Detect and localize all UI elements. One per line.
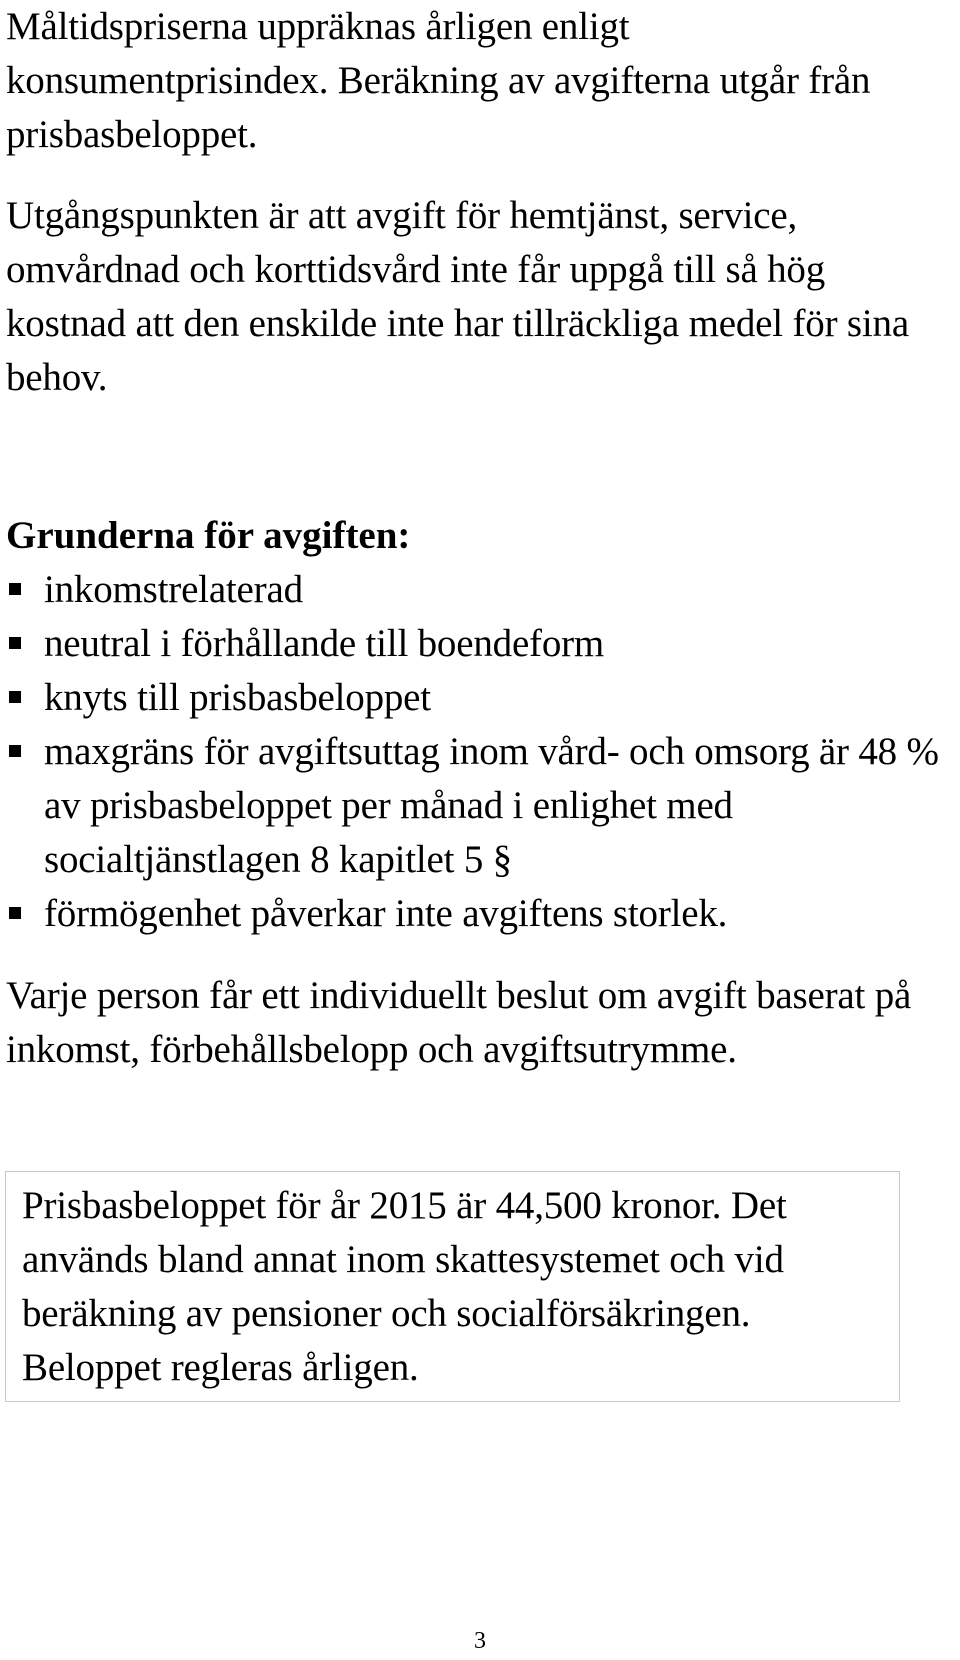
paragraph-individual-decision: Varje person får ett individuellt beslut om avgift baserat på inkomst, förbehållsbelopp och avgiftsutrymme. (6, 974, 912, 1071)
square-bullet-icon (9, 907, 21, 919)
square-bullet-icon (9, 637, 21, 649)
list-item (6, 725, 946, 887)
info-box (5, 1171, 900, 1402)
list-item (6, 617, 946, 671)
paragraph-meal-prices: Måltidspriserna uppräknas årligen enligt konsumentprisindex. Beräkning av avgifterna utgår från prisbasbeloppet. (6, 5, 871, 156)
list-item (6, 563, 946, 617)
info-box-text: Prisbasbeloppet för år 2015 är 44,500 kronor. Det används bland annat inom skattesystemet och vid beräkning av pensioner och socialförsäkringen. Beloppet regleras årligen. (22, 1184, 787, 1389)
list-item (6, 887, 946, 941)
paragraph-starting-point: Utgångspunkten är att avgift för hemtjänst, service, omvårdnad och korttidsvård inte får uppgå till så hög kostnad att den enskilde inte har tillräckliga medel för sina behov. (6, 194, 909, 399)
list-item-text: maxgräns för avgiftsuttag inom vård- och omsorg är 48 % av prisbasbeloppet per månad i enlighet med socialtjänstlagen 8 kapitlet 5 § (44, 730, 939, 881)
square-bullet-icon (9, 691, 21, 703)
list-item-text: knyts till prisbasbeloppet (44, 676, 431, 719)
grounds-heading: Grunderna för avgiften: (6, 514, 411, 557)
list-item-text: neutral i förhållande till boendeform (44, 622, 605, 665)
list-item (6, 671, 946, 725)
page-number: 3 (474, 1628, 486, 1654)
grounds-list (6, 563, 946, 941)
square-bullet-icon (9, 583, 21, 595)
list-item-text: inkomstrelaterad (44, 568, 303, 611)
list-item-text: förmögenhet påverkar inte avgiftens storlek. (44, 892, 728, 935)
square-bullet-icon (9, 745, 21, 757)
